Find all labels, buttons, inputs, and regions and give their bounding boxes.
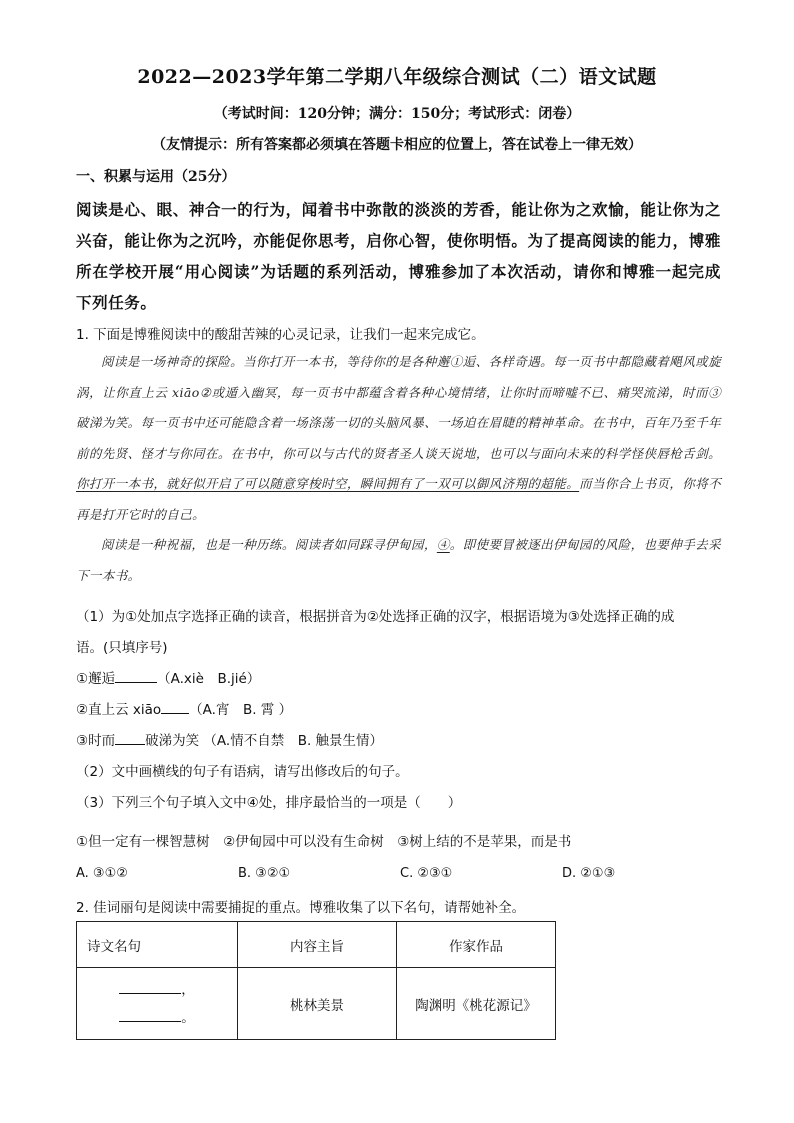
item-1: ①邂逅 （A.xiè B.jié）	[76, 667, 260, 687]
candidate-sentences: ①但一定有一棵智慧树 ②伊甸园中可以没有生命树 ③树上结的不是苹果，而是书	[76, 834, 572, 850]
table-header: 内容主旨	[238, 922, 397, 968]
intro-paragraph: 阅读是心、眼、神合一的行为，闻着书中弥散的淡淡的芳香，能让你为之欢愉，能让你为之兴奋，能让你为之沉吟，亦能促你思考，启你心智，使你明悟。为了提高阅读的能力，博雅所在学校开展“用心阅读”为话题的系列活动，博雅参加了本次活动，请你和博雅一起完成下列任务。	[76, 200, 721, 312]
reading-passage	[76, 347, 721, 591]
sub-question-1: （1）为①处加点字选择正确的读音，根据拼音为②处选择正确的汉字，根据语境为③处选择正确的成	[76, 609, 675, 625]
table-row	[77, 968, 556, 1040]
blank-4-marker: ④	[436, 537, 450, 552]
quotes-table	[76, 921, 556, 1040]
option-a[interactable]: A. ③①②	[76, 866, 128, 881]
question-2-stem: 2. 佳词丽句是阅读中需要捕捉的重点。博雅收集了以下名句，请帮她补全。	[76, 900, 526, 916]
item-3: ③时而 破涕为笑 （A.情不自禁 B. 触景生情）	[76, 729, 383, 749]
exam-info: （考试时间：120分钟；满分：150分；考试形式：闭卷）	[213, 106, 581, 122]
section-title: 一、积累与运用（25分）	[76, 169, 236, 185]
passage-paragraph-1: 阅读是一场神奇的探险。当你打开一本书，等待你的是各种邂①逅、各样奇遇。每一页书中都隐藏着飓风或旋涡，让你直上云 xiāo②或遁入幽冥，每一页书中都蕴含着各种心境情绪，让你时而啼嘘不已、痛哭流涕，时而③破涕为笑。每一页书中还可能隐含着一场涤荡一切的头脑风暴、一场迫在眉睫的精神革命。在书中，百年乃至千年前的先贤、怪才与你同在。在书中，你可以与古代的贤者圣人谈天说地，也可以与面向未来的科学怪侠唇枪舌剑。你打开一本书，就好似开启了可以随意穿梭时空，瞬间拥有了一双可以御风济翔的超能。而当你合上书页，你将不再是打开它时的自己。	[76, 354, 722, 522]
question-1-stem: 1. 下面是博雅阅读中的酸甜苦辣的心灵记录，让我们一起来完成它。	[76, 327, 485, 343]
notice: （友情提示：所有答案都必须填在答题卡相应的位置上，答在试卷上一律无效）	[152, 137, 642, 153]
sub-question-3: （3）下列三个句子填入文中④处，排序最恰当的一项是（ ）	[76, 795, 462, 811]
sub-question-2: （2）文中画横线的句子有语病，请写出修改后的句子。	[76, 764, 409, 780]
work-cell: 陶渊明《桃花源记》	[397, 968, 556, 1040]
table-header: 诗文名句	[77, 922, 238, 968]
answer-blank[interactable]	[115, 730, 145, 745]
item-2: ②直上云 xiāo （A.宵 B. 霄 ）	[76, 698, 292, 718]
exam-title: 2022—2023学年第二学期八年级综合测试（二）语文试题	[137, 66, 657, 88]
answer-blank[interactable]	[115, 668, 157, 683]
answer-blank[interactable]	[119, 1007, 181, 1022]
underlined-sentence: 你打开一本书，就好似开启了可以随意穿梭时空，瞬间拥有了一双可以御风济翔的超能。	[76, 476, 580, 491]
passage-paragraph-2: 阅读是一种祝福，也是一种历练。阅读者如同踩寻伊甸园，④。即使要冒被逐出伊甸园的风险，也要伸手去采下一本书。	[76, 537, 721, 583]
sub-question-1-cont: 语。(只填序号)	[76, 640, 168, 656]
option-c[interactable]: C. ②③①	[400, 866, 453, 881]
theme-cell: 桃林美景	[238, 968, 397, 1040]
option-d[interactable]: D. ②①③	[562, 866, 616, 881]
answer-blank[interactable]	[119, 979, 181, 994]
answer-blank[interactable]	[161, 699, 189, 714]
quote-blanks-cell: ， 。	[77, 968, 238, 1040]
table-header-row	[77, 922, 556, 968]
table-header: 作家作品	[397, 922, 556, 968]
option-b[interactable]: B. ③②①	[238, 866, 291, 881]
